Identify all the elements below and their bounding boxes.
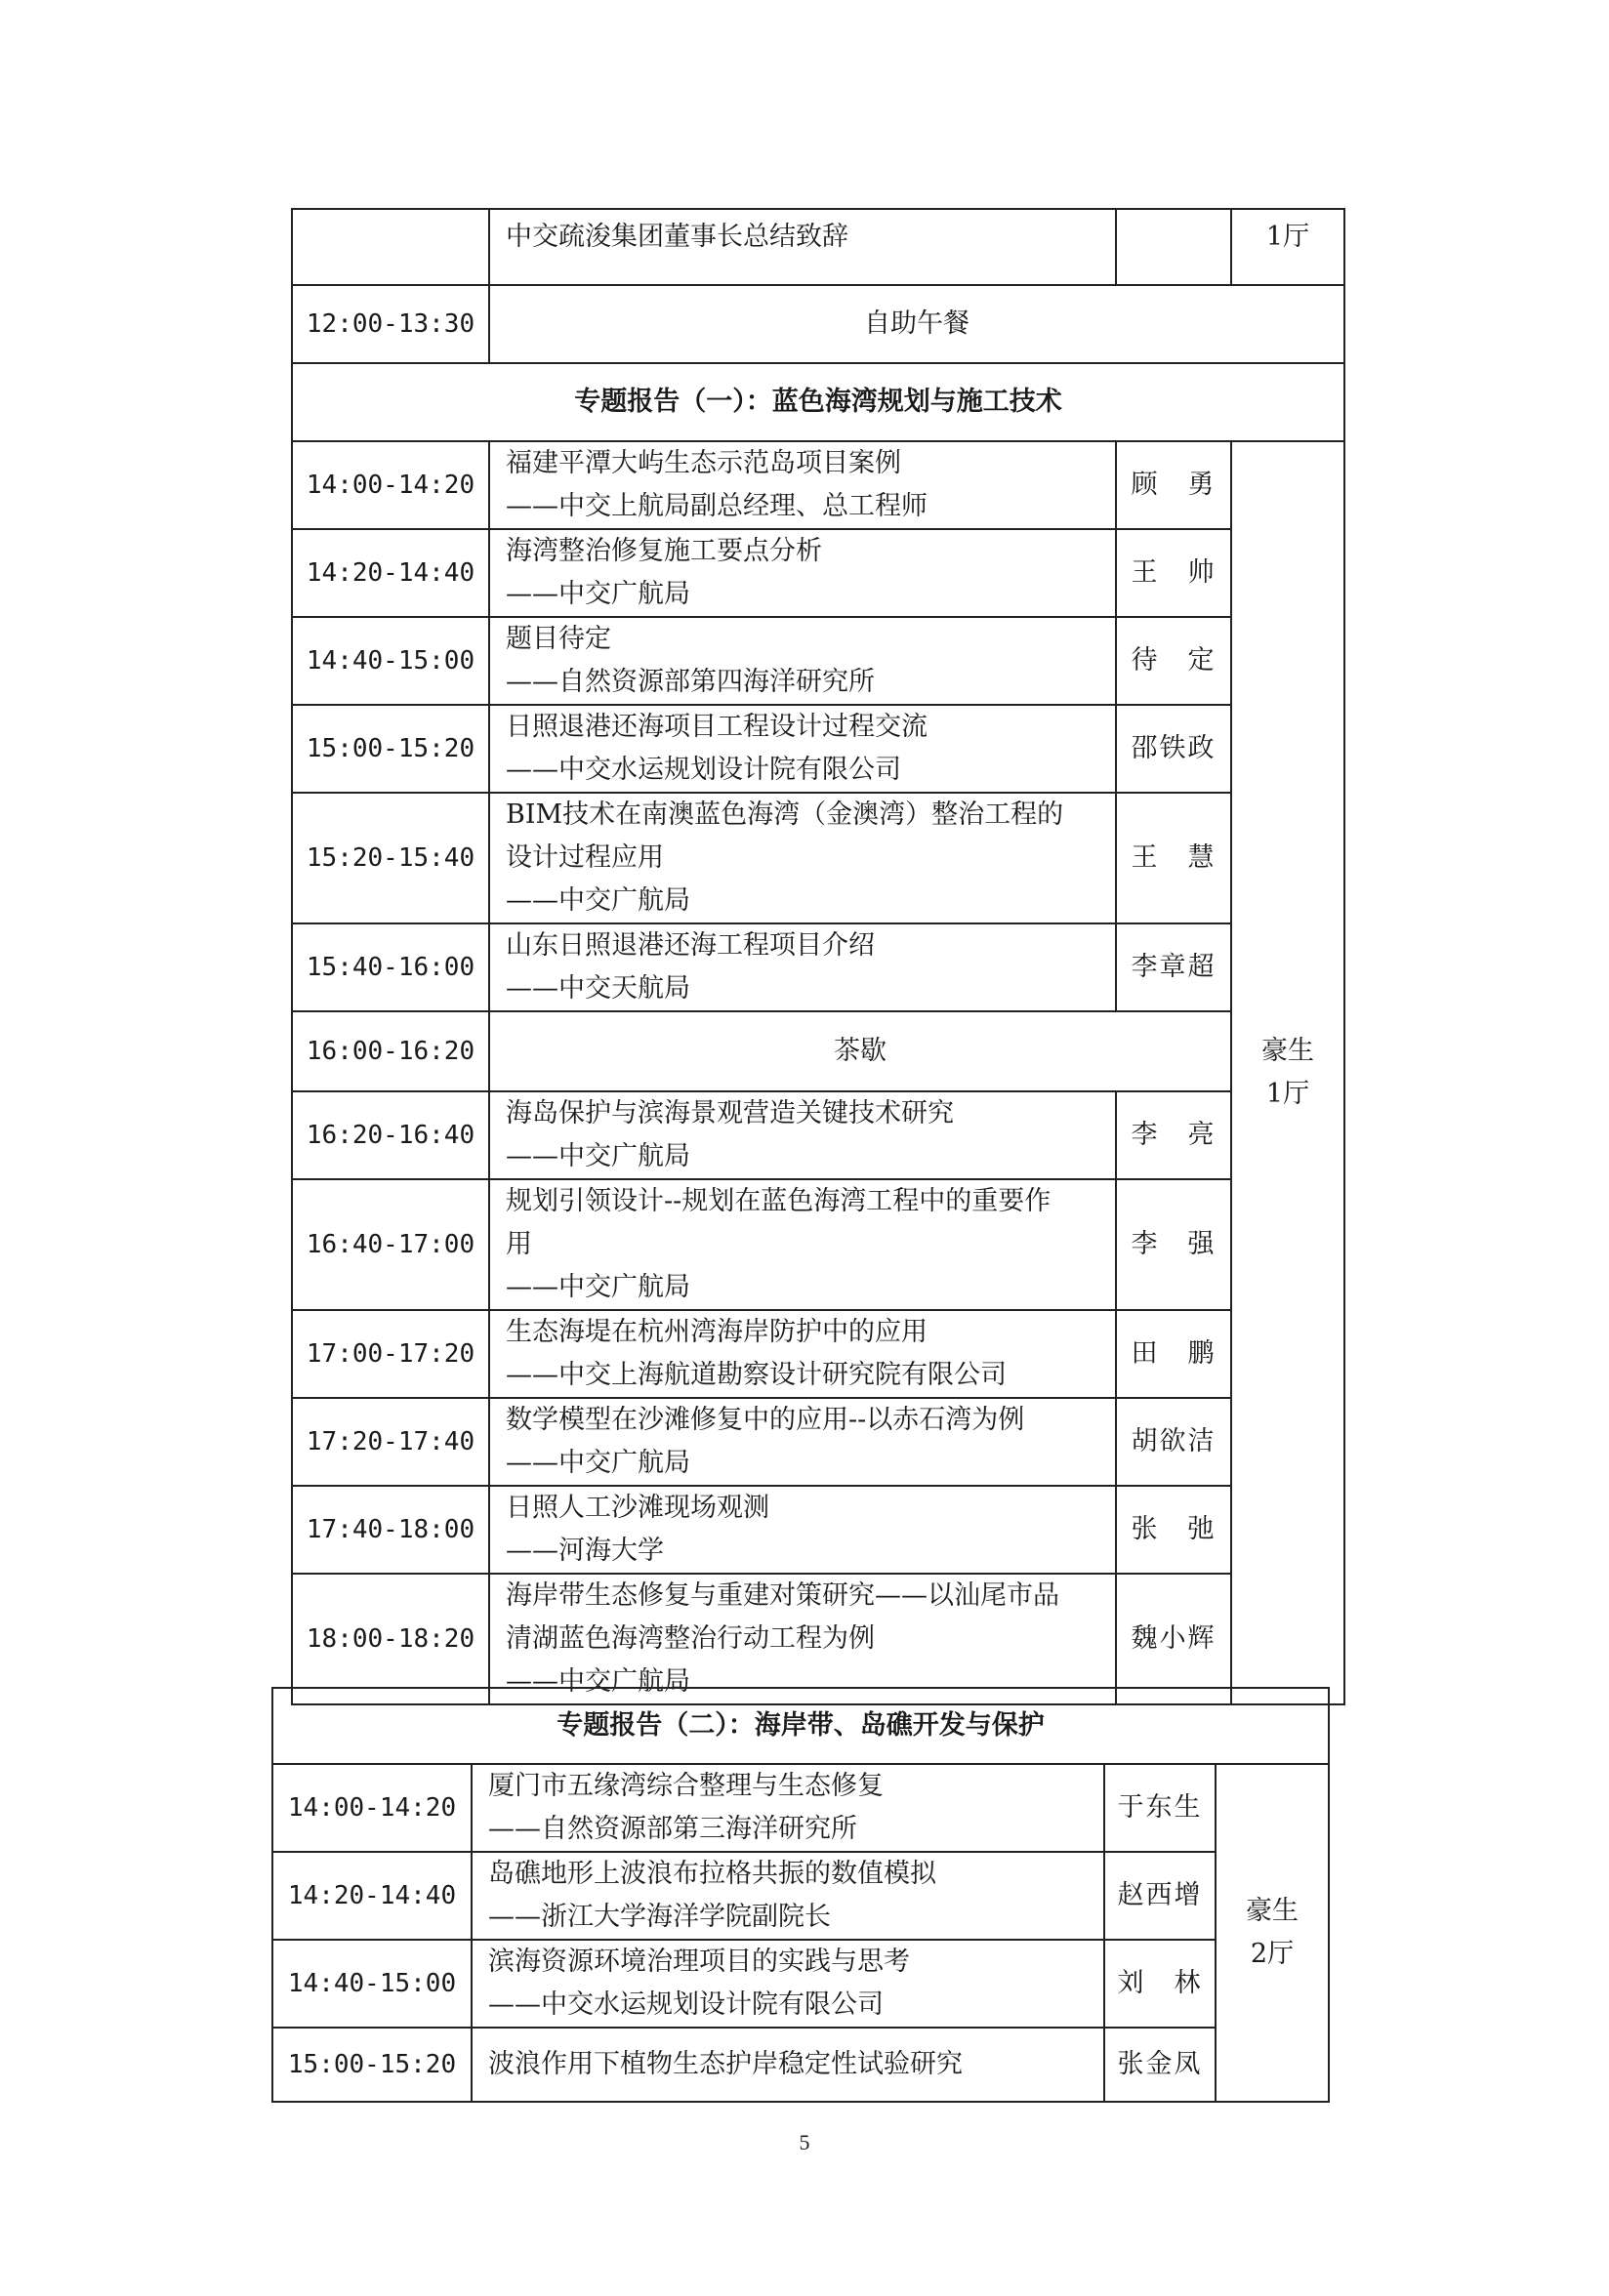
session-time: 18:00-18:20 bbox=[292, 1574, 489, 1704]
session-organization: ——浙江大学海洋学院副院长 bbox=[488, 1902, 831, 1932]
session-title-line: 题目待定 bbox=[506, 624, 611, 654]
session-row bbox=[272, 1940, 1329, 2028]
session-row bbox=[292, 1179, 1344, 1310]
hall-cell bbox=[1216, 1764, 1329, 2102]
session-speaker: 赵西增 bbox=[1104, 1852, 1216, 1940]
session-row bbox=[292, 529, 1344, 617]
session-row bbox=[272, 2028, 1329, 2102]
session-time: 16:00-16:20 bbox=[292, 1011, 489, 1091]
session-topic bbox=[489, 1091, 1116, 1179]
session-row bbox=[292, 793, 1344, 923]
session-time: 15:20-15:40 bbox=[292, 793, 489, 923]
session-row bbox=[292, 1486, 1344, 1574]
section-1-row bbox=[292, 363, 1344, 441]
schedule-table-1-body bbox=[292, 209, 1344, 1704]
session-time: 14:40-15:00 bbox=[272, 1940, 472, 2028]
session-title-line: 清湖蓝色海湾整治行动工程为例 bbox=[506, 1623, 875, 1654]
hall-label-line: 豪生 bbox=[1261, 1036, 1314, 1066]
section-2-title: 专题报告（二）：海岸带、岛礁开发与保护 bbox=[272, 1688, 1329, 1764]
lunch-title: 自助午餐 bbox=[489, 285, 1344, 363]
session-time: 14:00-14:20 bbox=[272, 1764, 472, 1852]
session-row bbox=[292, 1011, 1344, 1091]
session-row bbox=[272, 1764, 1329, 1852]
session-organization: ——河海大学 bbox=[506, 1536, 664, 1566]
section-1-title: 专题报告（一）：蓝色海湾规划与施工技术 bbox=[292, 363, 1344, 441]
session-time: 15:00-15:20 bbox=[292, 705, 489, 793]
session-time: 14:00-14:20 bbox=[292, 441, 489, 529]
section-2-row bbox=[272, 1688, 1329, 1764]
session-organization: ——中交广航局 bbox=[506, 1666, 690, 1697]
closing-speaker bbox=[1116, 209, 1231, 285]
session-topic bbox=[489, 1398, 1116, 1486]
session-speaker: 李 亮 bbox=[1116, 1091, 1231, 1179]
session-organization: ——中交上航局副总经理、总工程师 bbox=[506, 491, 928, 521]
session-title-line: 规划引领设计--规划在蓝色海湾工程中的重要作 bbox=[506, 1186, 1052, 1216]
session-time: 16:20-16:40 bbox=[292, 1091, 489, 1179]
session-time: 17:20-17:40 bbox=[292, 1398, 489, 1486]
session-organization: ——中交广航局 bbox=[506, 1272, 690, 1302]
session-topic bbox=[489, 1179, 1116, 1310]
session-title-line: 岛礁地形上波浪布拉格共振的数值模拟 bbox=[488, 1859, 936, 1889]
session-organization: ——中交广航局 bbox=[506, 885, 690, 916]
closing-topic: 中交疏浚集团董事长总结致辞 bbox=[489, 209, 1116, 285]
session-topic bbox=[489, 793, 1116, 923]
session-speaker: 田 鹏 bbox=[1116, 1310, 1231, 1398]
session-title-line: 日照人工沙滩现场观测 bbox=[506, 1493, 769, 1523]
session-title-line: 日照退港还海项目工程设计过程交流 bbox=[506, 712, 928, 742]
session-row bbox=[292, 1574, 1344, 1704]
session-organization: ——自然资源部第四海洋研究所 bbox=[506, 667, 875, 697]
session-speaker: 张 弛 bbox=[1116, 1486, 1231, 1574]
session-title-line: 滨海资源环境治理项目的实践与思考 bbox=[488, 1947, 910, 1977]
session-title-line: 海岛保护与滨海景观营造关键技术研究 bbox=[506, 1098, 954, 1128]
closing-hall: 1厅 bbox=[1231, 209, 1344, 285]
session-row bbox=[292, 1398, 1344, 1486]
session-title-line: 厦门市五缘湾综合整理与生态修复 bbox=[488, 1771, 884, 1801]
session-speaker: 刘 林 bbox=[1104, 1940, 1216, 2028]
session-topic bbox=[489, 705, 1116, 793]
session-time: 17:40-18:00 bbox=[292, 1486, 489, 1574]
hall-label-line: 2厅 bbox=[1250, 1939, 1295, 1969]
session-organization: ——中交天航局 bbox=[506, 973, 690, 1004]
session-topic bbox=[489, 441, 1116, 529]
session-organization: ——中交水运规划设计院有限公司 bbox=[488, 1989, 884, 2020]
session-topic bbox=[489, 529, 1116, 617]
session-title-line: 福建平潭大屿生态示范岛项目案例 bbox=[506, 448, 901, 478]
session-speaker: 顾 勇 bbox=[1116, 441, 1231, 529]
session-organization: ——中交广航局 bbox=[506, 1448, 690, 1478]
session-organization: ——中交广航局 bbox=[506, 579, 690, 609]
break-title: 茶歇 bbox=[489, 1011, 1231, 1091]
session-row bbox=[292, 441, 1344, 529]
session-row bbox=[292, 923, 1344, 1011]
session-title-line: BIM技术在南澳蓝色海湾（金澳湾）整治工程的 bbox=[506, 800, 1064, 830]
session-topic bbox=[472, 1852, 1104, 1940]
hall-label-line: 豪生 bbox=[1246, 1896, 1299, 1926]
session-row bbox=[292, 1310, 1344, 1398]
session-speaker: 张金凤 bbox=[1104, 2028, 1216, 2102]
session-organization: ——自然资源部第三海洋研究所 bbox=[488, 1814, 857, 1844]
session-topic bbox=[472, 1764, 1104, 1852]
session-topic bbox=[472, 2028, 1104, 2102]
hall-label-line: 1厅 bbox=[1265, 1079, 1310, 1109]
session-topic bbox=[489, 1486, 1116, 1574]
session-speaker: 胡欲洁 bbox=[1116, 1398, 1231, 1486]
session-title-line: 设计过程应用 bbox=[506, 842, 664, 873]
session-speaker: 于东生 bbox=[1104, 1764, 1216, 1852]
session-time: 14:40-15:00 bbox=[292, 617, 489, 705]
session-organization: ——中交水运规划设计院有限公司 bbox=[506, 755, 901, 785]
lunch-time: 12:00-13:30 bbox=[292, 285, 489, 363]
page-number: 5 bbox=[799, 2130, 810, 2154]
session-time: 17:00-17:20 bbox=[292, 1310, 489, 1398]
closing-time-cell bbox=[292, 209, 489, 285]
session-organization: ——中交广航局 bbox=[506, 1141, 690, 1171]
session-title-line: 用 bbox=[506, 1229, 532, 1259]
session-title-line: 波浪作用下植物生态护岸稳定性试验研究 bbox=[488, 2049, 963, 2079]
session-speaker: 李章超 bbox=[1116, 923, 1231, 1011]
schedule-table-2 bbox=[271, 1687, 1330, 2103]
session-speaker: 待 定 bbox=[1116, 617, 1231, 705]
session-time: 15:40-16:00 bbox=[292, 923, 489, 1011]
closing-row bbox=[292, 209, 1344, 285]
lunch-row bbox=[292, 285, 1344, 363]
session-row bbox=[292, 705, 1344, 793]
session-time: 14:20-14:40 bbox=[292, 529, 489, 617]
session-topic bbox=[472, 1940, 1104, 2028]
session-title-line: 海湾整治修复施工要点分析 bbox=[506, 536, 822, 566]
session-topic bbox=[489, 1574, 1116, 1704]
session-time: 15:00-15:20 bbox=[272, 2028, 472, 2102]
session-time: 16:40-17:00 bbox=[292, 1179, 489, 1310]
schedule-table-1 bbox=[291, 208, 1345, 1705]
schedule-table-2-body bbox=[272, 1688, 1329, 2102]
session-title-line: 海岸带生态修复与重建对策研究——以汕尾市品 bbox=[506, 1580, 1059, 1611]
session-topic bbox=[489, 923, 1116, 1011]
session-row bbox=[272, 1852, 1329, 1940]
session-speaker: 魏小辉 bbox=[1116, 1574, 1231, 1704]
session-topic bbox=[489, 1310, 1116, 1398]
session-organization: ——中交上海航道勘察设计研究院有限公司 bbox=[506, 1360, 1007, 1390]
session-row bbox=[292, 1091, 1344, 1179]
session-row bbox=[292, 617, 1344, 705]
session-speaker: 王 帅 bbox=[1116, 529, 1231, 617]
hall-cell bbox=[1231, 441, 1344, 1704]
session-title-line: 山东日照退港还海工程项目介绍 bbox=[506, 930, 875, 961]
session-topic bbox=[489, 617, 1116, 705]
session-speaker: 王 慧 bbox=[1116, 793, 1231, 923]
session-title-line: 数学模型在沙滩修复中的应用--以赤石湾为例 bbox=[506, 1405, 1025, 1435]
session-title-line: 生态海堤在杭州湾海岸防护中的应用 bbox=[506, 1317, 928, 1347]
session-speaker: 李 强 bbox=[1116, 1179, 1231, 1310]
session-time: 14:20-14:40 bbox=[272, 1852, 472, 1940]
session-speaker: 邵铁政 bbox=[1116, 705, 1231, 793]
